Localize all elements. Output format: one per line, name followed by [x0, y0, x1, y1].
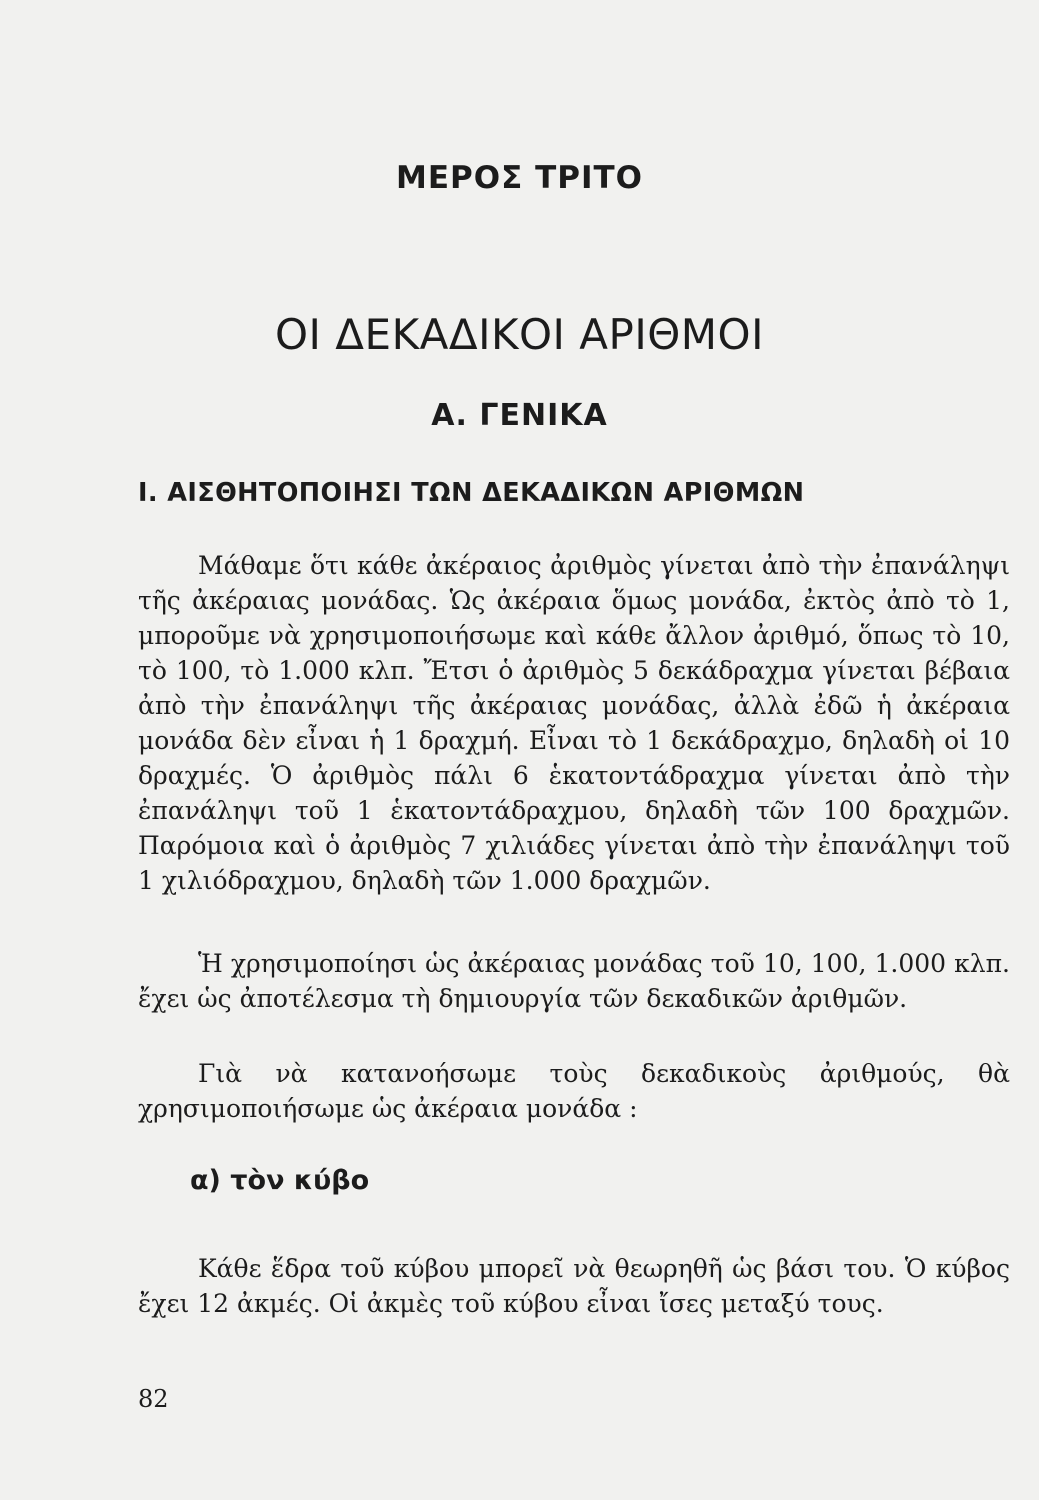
chapter-title: ΟΙ ΔΕΚΑΔΙΚΟΙ ΑΡΙΘΜΟΙ: [275, 310, 764, 359]
section-title: Α. ΓΕΝΙΚΑ: [431, 398, 608, 433]
subsection-title: Ι. ΑΙΣΘΗΤΟΠΟΙΗΣΙ ΤΩΝ ΔΕΚΑΔΙΚΩΝ ΑΡΙΘΜΩΝ: [138, 478, 805, 508]
paragraph-2: Ἡ χρησιμοποίησι ὡς ἀκέραιας μονάδας τοῦ 10, 100, 1.000 κλπ. ἔχει ὡς ἀποτέλεσμα τὴ δημιουργία τῶν δεκαδικῶν ἀριθμῶν.: [138, 949, 1010, 1013]
paragraph-3: Γιὰ νὰ κατανοήσωμε τοὺς δεκαδικοὺς ἀριθμούς, θὰ χρησιμοποιήσωμε ὡς ἀκέραια μονάδα :: [138, 1059, 1010, 1123]
page-number: 82: [138, 1385, 169, 1413]
subheading-cube: α) τὸν κύβο: [190, 1165, 370, 1196]
part-title: ΜΕΡΟΣ ΤΡΙΤΟ: [396, 160, 643, 196]
paragraph-1: Μάθαμε ὅτι κάθε ἀκέραιος ἀριθμὸς γίνεται ἀπὸ τὴν ἐπανάληψι τῆς ἀκέραιας μονάδας. Ὡς ἀκέραια ὅμως μονάδα, ἐκτὸς ἀπὸ τὸ 1, μποροῦμε νὰ χρησιμοποιήσωμε καὶ κάθε ἄλλον ἀριθμό, ὅπως τὸ 10, τὸ 100, τὸ 1.000 κλπ. Ἔτσι ὁ ἀριθμὸς 5 δεκάδραχμα γίνεται βέβαια ἀπὸ τὴν ἐπανάληψι τῆς ἀκέραιας μονάδας, ἀλλὰ ἐδῶ ἡ ἀκέραια μονάδα δὲν εἶναι ἡ 1 δραχμή. Εἶναι τὸ 1 δεκάδραχμο, δηλαδὴ οἱ 10 δραχμές. Ὁ ἀριθμὸς πάλι 6 ἑκατοντάδραχμα γίνεται ἀπὸ τὴν ἐπανάληψι τοῦ 1 ἑκατοντάδραχμου, δηλαδὴ τῶν 100 δραχμῶν. Παρόμοια καὶ ὁ ἀριθμὸς 7 χιλιάδες γίνεται ἀπὸ τὴν ἐπανάληψι τοῦ 1 χιλιόδραχμου, δηλαδὴ τῶν 1.000 δραχμῶν.: [138, 551, 1010, 895]
paragraph-4: Κάθε ἕδρα τοῦ κύβου μπορεῖ νὰ θεωρηθῆ ὡς βάσι του. Ὁ κύβος ἔχει 12 ἀκμές. Οἱ ἀκμὲς τοῦ κύβου εἶναι ἴσες μεταξύ τους.: [138, 1254, 1010, 1318]
